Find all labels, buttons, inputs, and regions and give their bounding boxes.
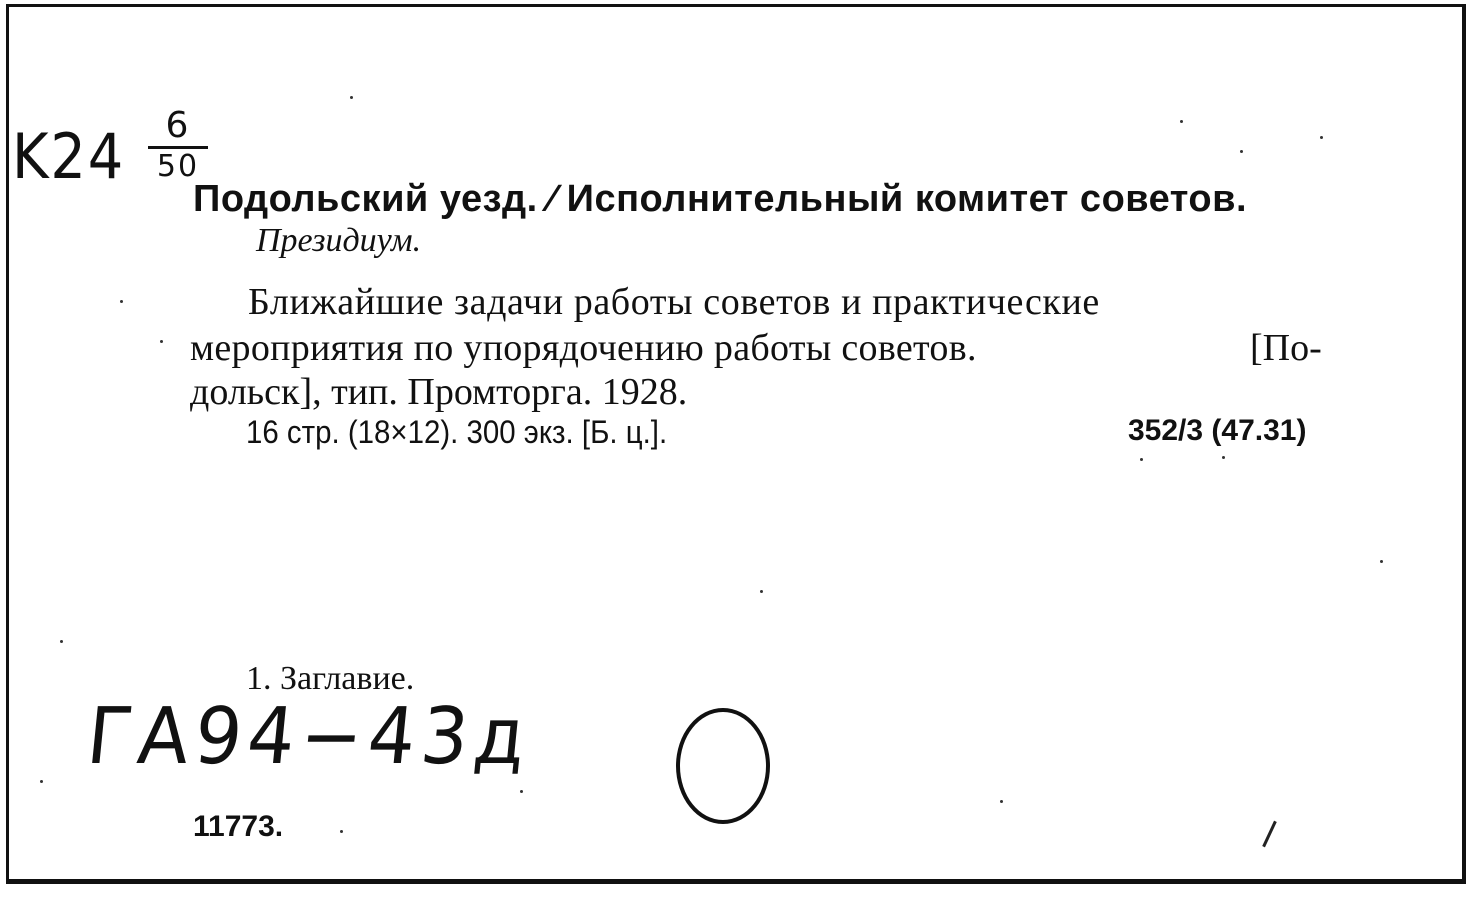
inventory-number: 11773.	[193, 810, 284, 843]
shelfmark-handwritten: K24	[12, 120, 126, 193]
card-heading: Подольский уезд. ⁄ Исполнительный комитет советов.	[193, 178, 1248, 220]
title-line-2: мероприятия по упорядочению работы советов.	[190, 327, 977, 369]
shelfmark-numerator: 6	[165, 105, 191, 146]
card-subheading: Президиум.	[256, 222, 422, 259]
shelfmark-denominator: 50	[156, 149, 200, 184]
imprint-line: дольск], тип. Промторга. 1928.	[190, 371, 688, 413]
classification-number: 352/3 (47.31)	[1128, 414, 1307, 447]
title-line-2-end: [По-	[1250, 327, 1322, 369]
punch-hole	[676, 708, 770, 824]
title-line-1: Ближайшие задачи работы советов и практические	[248, 281, 1100, 323]
collation-line: 16 стр. (18×12). 300 экз. [Б. ц.].	[246, 414, 668, 450]
handwritten-code: ГА94−43д	[83, 692, 536, 782]
shelfmark-fraction	[148, 105, 208, 184]
tracing-note: 1. Заглавие.	[246, 660, 415, 697]
